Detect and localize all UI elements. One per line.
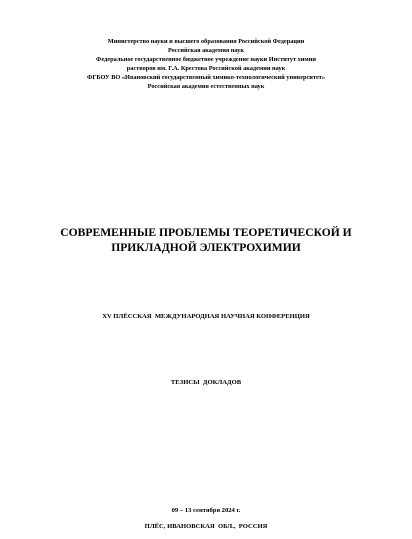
header-line-institute-cont: растворов им. Г.А. Крестова Российской академии наук [126,65,286,72]
header-line-ras: Российская академия наук [167,47,245,54]
conference-place: ПЛЁС, ИВАНОВСКАЯ ОБЛ., РОССИЯ [144,523,268,530]
header-line-institute: Федеральное государственное бюджетное учреждение науки Институт химии [96,56,316,63]
conference-dates: 09 – 13 сентября 2024 г. [171,507,241,514]
conference-name: XV ПЛЁССКАЯ МЕЖДУНАРОДНАЯ НАУЧНАЯ КОНФЕРЕНЦИЯ [102,313,310,320]
theses-label: ТЕЗИСЫ ДОКЛАДОВ [170,379,242,386]
header-line-academy: Российская академия естественных наук [147,83,265,90]
title-line-1: СОВРЕМЕННЫЕ ПРОБЛЕМЫ ТЕОРЕТИЧЕСКОЙ И [60,226,352,239]
document-footer [0,506,412,531]
title-line-2: ПРИКЛАДНОЙ ЭЛЕКТРОХИМИИ [111,241,301,254]
header-line-university: ФГБОУ ВО «Ивановский государственный химико-технологический университет» [86,74,326,81]
header-line-ministry: Министерство науки и высшего образования Российской Федерации [107,38,305,45]
organizations-header [0,37,412,91]
document-title [0,225,412,255]
